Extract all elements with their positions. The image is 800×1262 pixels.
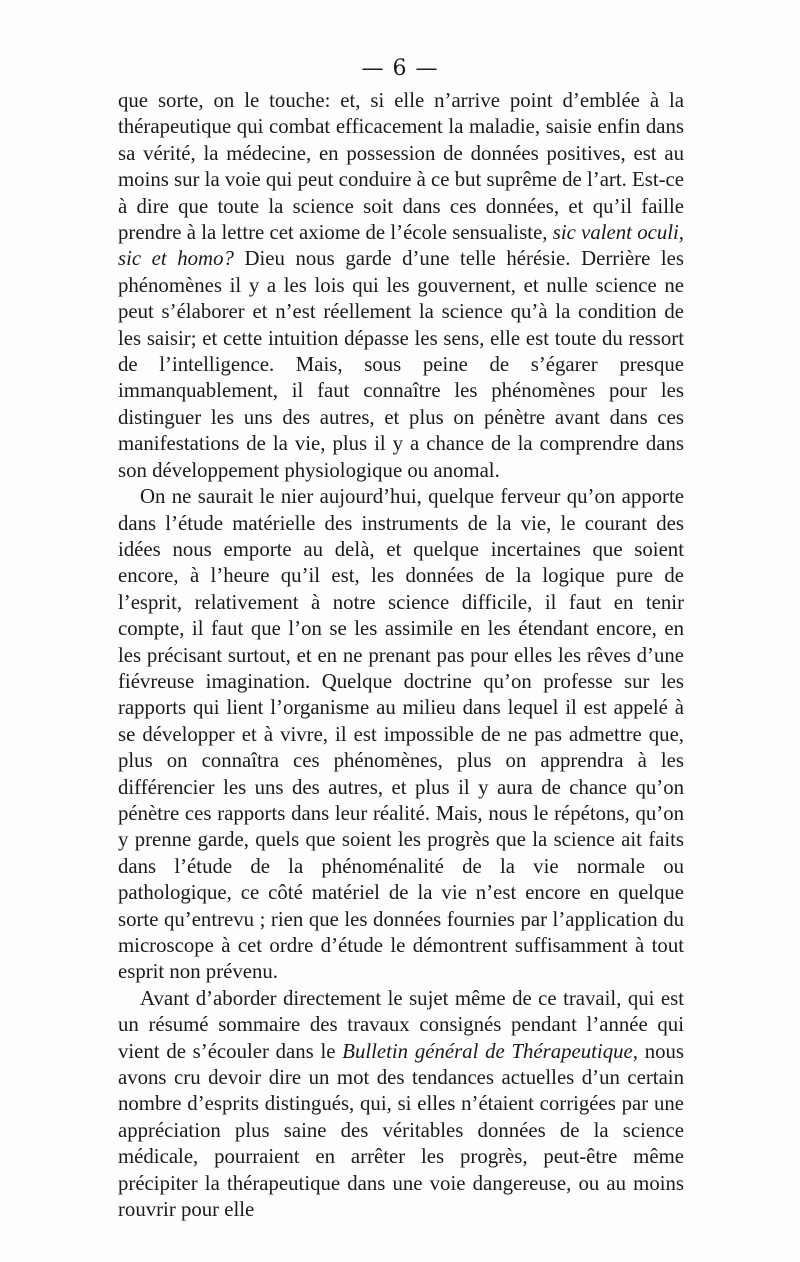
paragraph-3 bbox=[118, 986, 684, 1224]
journal-title: Bulletin général de Thérapeutique, bbox=[342, 1039, 638, 1063]
text-segment: Dieu nous garde d’une telle hérésie. Derrière les phénomènes il y a les lois qui les gouvernent, et nulle science ne peut s’élaborer et n’est réellement la science qu’à la condition de les saisir; et cette intuition dépasse les sens, elle est toute du ressort de l’intelligence. Mais, sous peine de s’égarer presque immanquablement, il faut connaître les phénomènes pour les distinguer les uns des autres, et plus on pénètre avant dans ces manifestations de la vie, plus il y a chance de la comprendre dans son développement physiologique ou anomal. bbox=[118, 247, 685, 482]
latin-quote: sic valent oculi, sic et homo? bbox=[118, 221, 685, 271]
text-segment: que sorte, on le touche: et, si elle n’arrive point d’emblée à la thérapeutique qui combat efficacement la maladie, saisie enfin dans sa vérité, la médecine, en possession de données positives, est au moins sur la voie qui peut conduire à ce but suprême de l’art. Est-ce à dire que toute la science soit dans ces données, et qu’il faille prendre à la lettre cet axiome de l’école sensualiste, bbox=[118, 89, 684, 245]
text-segment: On ne saurait le nier aujourd’hui, quelque ferveur qu’on apporte dans l’étude matérielle des instruments de la vie, le courant des idées nous emporte au delà, et quelque incertaines que soient encore, à l’heure qu’il est, les données de la logique pure de l’esprit, relativement à notre science difficile, il faut en tenir compte, il faut que l’on se les assimile en les étendant encore, en les précisant surtout, et en ne prenant pas pour elles les rêves d’une fiévreuse imagination. Quelque doctrine qu’on professe sur les rapports qui lient l’organisme au milieu dans lequel il est appelé à se développer et à vivre, il est impossible de ne pas admettre que, plus on connaîtra ces phénomènes, plus on apprendra à les différencier les uns des autres, et plus il y aura de chance qu’on pénètre ces rapports dans leur réalité. Mais, nous le répétons, qu’on y prenne garde, quels que soient les progrès que la science ait faits dans l’étude de la phénoménalité de la vie normale ou pathologique, ce côté matériel de la vie n’est encore en quelque sorte qu’entrevu ; rien que les données fournies par l’application du microscope à cet ordre d’étude le démontrent suffisamment à tout esprit non prévenu. bbox=[118, 485, 684, 984]
paragraph-1 bbox=[118, 88, 684, 484]
page-number: — 6 — bbox=[361, 56, 439, 81]
text-segment: Avant d’aborder directement le sujet même de ce travail, qui est un résumé sommaire des travaux consignés pendant l’année qui vient de s’écouler dans le bbox=[118, 986, 684, 1063]
body-text bbox=[118, 88, 684, 1223]
paragraph-2 bbox=[118, 484, 684, 986]
text-segment: nous avons cru devoir dire un mot des tendances actuelles d’un certain nombre d’esprits distingués, qui, si elles n’étaient corrigées par une appréciation plus saine des véritables données de la science médicale, pourraient en arrêter les progrès, peut-être même précipiter la thérapeutique dans une voie dangereuse, ou au moins rouvrir pour elle bbox=[118, 1039, 684, 1222]
